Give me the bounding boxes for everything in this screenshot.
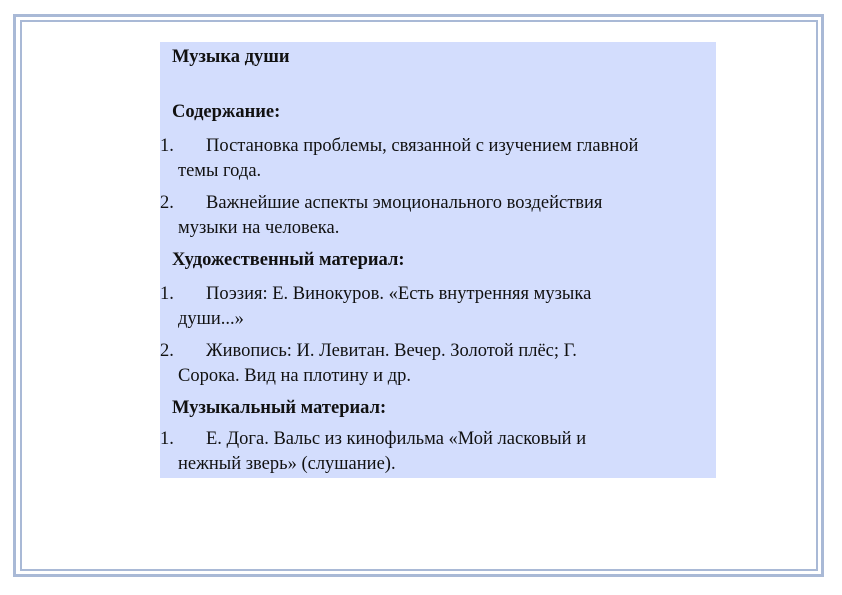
- list-item-number: 1.: [160, 429, 174, 449]
- list-item-text-continued: темы года.: [178, 161, 262, 181]
- section-heading-art: Художественный материал:: [172, 250, 405, 270]
- list-item-text: Постановка проблемы, связанной с изучением главной: [206, 136, 639, 156]
- section-heading-music: Музыкальный материал:: [172, 398, 387, 418]
- section-heading-content: Содержание:: [172, 102, 281, 122]
- list-item-text: Е. Дога. Вальс из кинофильма «Мой ласковый и: [206, 429, 587, 449]
- list-item-text: Поэзия: Е. Винокуров. «Есть внутренняя музыка: [206, 284, 592, 304]
- content-block: [160, 42, 716, 478]
- list-item-text: Важнейшие аспекты эмоционального воздействия: [206, 193, 603, 213]
- list-item-number: 1.: [160, 284, 174, 304]
- list-item-text-continued: души...»: [178, 309, 244, 329]
- list-item-number: 2.: [160, 193, 174, 213]
- list-item-number: 2.: [160, 341, 174, 361]
- list-item-text-continued: нежный зверь» (слушание).: [178, 454, 396, 474]
- document-title: Музыка души: [172, 47, 290, 67]
- list-item-number: 1.: [160, 136, 174, 156]
- list-item-text: Живопись: И. Левитан. Вечер. Золотой плёс; Г.: [206, 341, 577, 361]
- list-item-text-continued: Сорока. Вид на плотину и др.: [178, 366, 411, 386]
- list-item-text-continued: музыки на человека.: [178, 218, 340, 238]
